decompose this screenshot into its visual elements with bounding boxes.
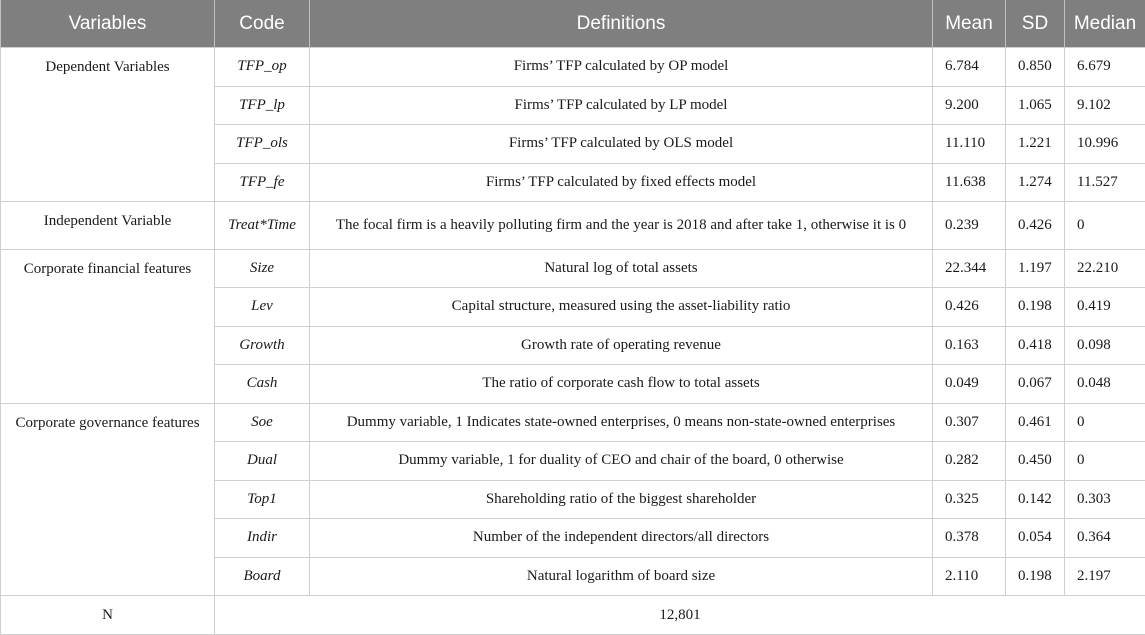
mean-cell: 22.344 <box>933 249 1006 288</box>
definition-cell: Firms’ TFP calculated by fixed effects model <box>310 163 933 202</box>
mean-cell: 0.049 <box>933 365 1006 404</box>
code-cell: Growth <box>215 326 310 365</box>
header-median: Median <box>1065 0 1145 48</box>
mean-cell: 0.378 <box>933 519 1006 558</box>
median-cell: 11.527 <box>1065 163 1145 202</box>
mean-cell: 0.426 <box>933 288 1006 327</box>
mean-cell: 11.110 <box>933 125 1006 164</box>
median-cell: 0.364 <box>1065 519 1145 558</box>
code-cell: Board <box>215 557 310 596</box>
sd-cell: 0.142 <box>1006 480 1065 519</box>
sd-cell: 0.850 <box>1006 48 1065 87</box>
sd-cell: 0.418 <box>1006 326 1065 365</box>
mean-cell: 0.239 <box>933 202 1006 250</box>
table-header <box>1 0 1145 48</box>
sd-cell: 0.054 <box>1006 519 1065 558</box>
code-cell: Treat*Time <box>215 202 310 250</box>
header-mean: Mean <box>933 0 1006 48</box>
definition-cell: Dummy variable, 1 for duality of CEO and chair of the board, 0 otherwise <box>310 442 933 481</box>
sd-cell: 1.274 <box>1006 163 1065 202</box>
median-cell: 10.996 <box>1065 125 1145 164</box>
mean-cell: 2.110 <box>933 557 1006 596</box>
code-cell: Soe <box>215 403 310 442</box>
mean-cell: 11.638 <box>933 163 1006 202</box>
definition-cell: Number of the independent directors/all directors <box>310 519 933 558</box>
median-cell: 0.303 <box>1065 480 1145 519</box>
definition-cell: Firms’ TFP calculated by OLS model <box>310 125 933 164</box>
code-cell: TFP_lp <box>215 86 310 125</box>
header-variables: Variables <box>1 0 215 48</box>
median-cell: 0.098 <box>1065 326 1145 365</box>
group-label-dependent: Dependent Variables <box>1 48 215 202</box>
header-definitions: Definitions <box>310 0 933 48</box>
sd-cell: 0.198 <box>1006 557 1065 596</box>
code-cell: Top1 <box>215 480 310 519</box>
definition-cell: Growth rate of operating revenue <box>310 326 933 365</box>
group-label-financial: Corporate financial features <box>1 249 215 403</box>
code-cell: TFP_ols <box>215 125 310 164</box>
definition-cell: The focal firm is a heavily polluting firm and the year is 2018 and after take 1, otherwise it is 0 <box>310 202 933 250</box>
table-row <box>1 202 1145 250</box>
n-label: N <box>1 596 215 635</box>
sd-cell: 1.221 <box>1006 125 1065 164</box>
definition-cell: Firms’ TFP calculated by LP model <box>310 86 933 125</box>
sd-cell: 1.197 <box>1006 249 1065 288</box>
mean-cell: 0.282 <box>933 442 1006 481</box>
mean-cell: 0.163 <box>933 326 1006 365</box>
sd-cell: 0.198 <box>1006 288 1065 327</box>
code-cell: Indir <box>215 519 310 558</box>
sd-cell: 0.426 <box>1006 202 1065 250</box>
header-row <box>1 0 1145 48</box>
n-value: 12,801 <box>215 596 1145 635</box>
header-sd: SD <box>1006 0 1065 48</box>
table-row <box>1 403 1145 442</box>
code-cell: Cash <box>215 365 310 404</box>
header-code: Code <box>215 0 310 48</box>
median-cell: 2.197 <box>1065 557 1145 596</box>
sd-cell: 1.065 <box>1006 86 1065 125</box>
table-row <box>1 249 1145 288</box>
mean-cell: 0.325 <box>933 480 1006 519</box>
median-cell: 6.679 <box>1065 48 1145 87</box>
mean-cell: 9.200 <box>933 86 1006 125</box>
definition-cell: Shareholding ratio of the biggest shareholder <box>310 480 933 519</box>
median-cell: 0.048 <box>1065 365 1145 404</box>
code-cell: Lev <box>215 288 310 327</box>
group-label-independent: Independent Variable <box>1 202 215 250</box>
median-cell: 0 <box>1065 442 1145 481</box>
definition-cell: Dummy variable, 1 Indicates state-owned enterprises, 0 means non-state-owned enterprises <box>310 403 933 442</box>
code-cell: TFP_fe <box>215 163 310 202</box>
code-cell: TFP_op <box>215 48 310 87</box>
definition-cell: Firms’ TFP calculated by OP model <box>310 48 933 87</box>
mean-cell: 0.307 <box>933 403 1006 442</box>
code-cell: Size <box>215 249 310 288</box>
code-cell: Dual <box>215 442 310 481</box>
sd-cell: 0.067 <box>1006 365 1065 404</box>
median-cell: 0.419 <box>1065 288 1145 327</box>
median-cell: 9.102 <box>1065 86 1145 125</box>
sd-cell: 0.450 <box>1006 442 1065 481</box>
definition-cell: Natural logarithm of board size <box>310 557 933 596</box>
median-cell: 0 <box>1065 403 1145 442</box>
sd-cell: 0.461 <box>1006 403 1065 442</box>
table-row <box>1 48 1145 87</box>
group-label-governance: Corporate governance features <box>1 403 215 596</box>
n-row <box>1 596 1145 635</box>
table-body <box>1 48 1145 635</box>
definition-cell: The ratio of corporate cash flow to total assets <box>310 365 933 404</box>
definition-cell: Capital structure, measured using the asset-liability ratio <box>310 288 933 327</box>
definition-cell: Natural log of total assets <box>310 249 933 288</box>
median-cell: 22.210 <box>1065 249 1145 288</box>
median-cell: 0 <box>1065 202 1145 250</box>
mean-cell: 6.784 <box>933 48 1006 87</box>
